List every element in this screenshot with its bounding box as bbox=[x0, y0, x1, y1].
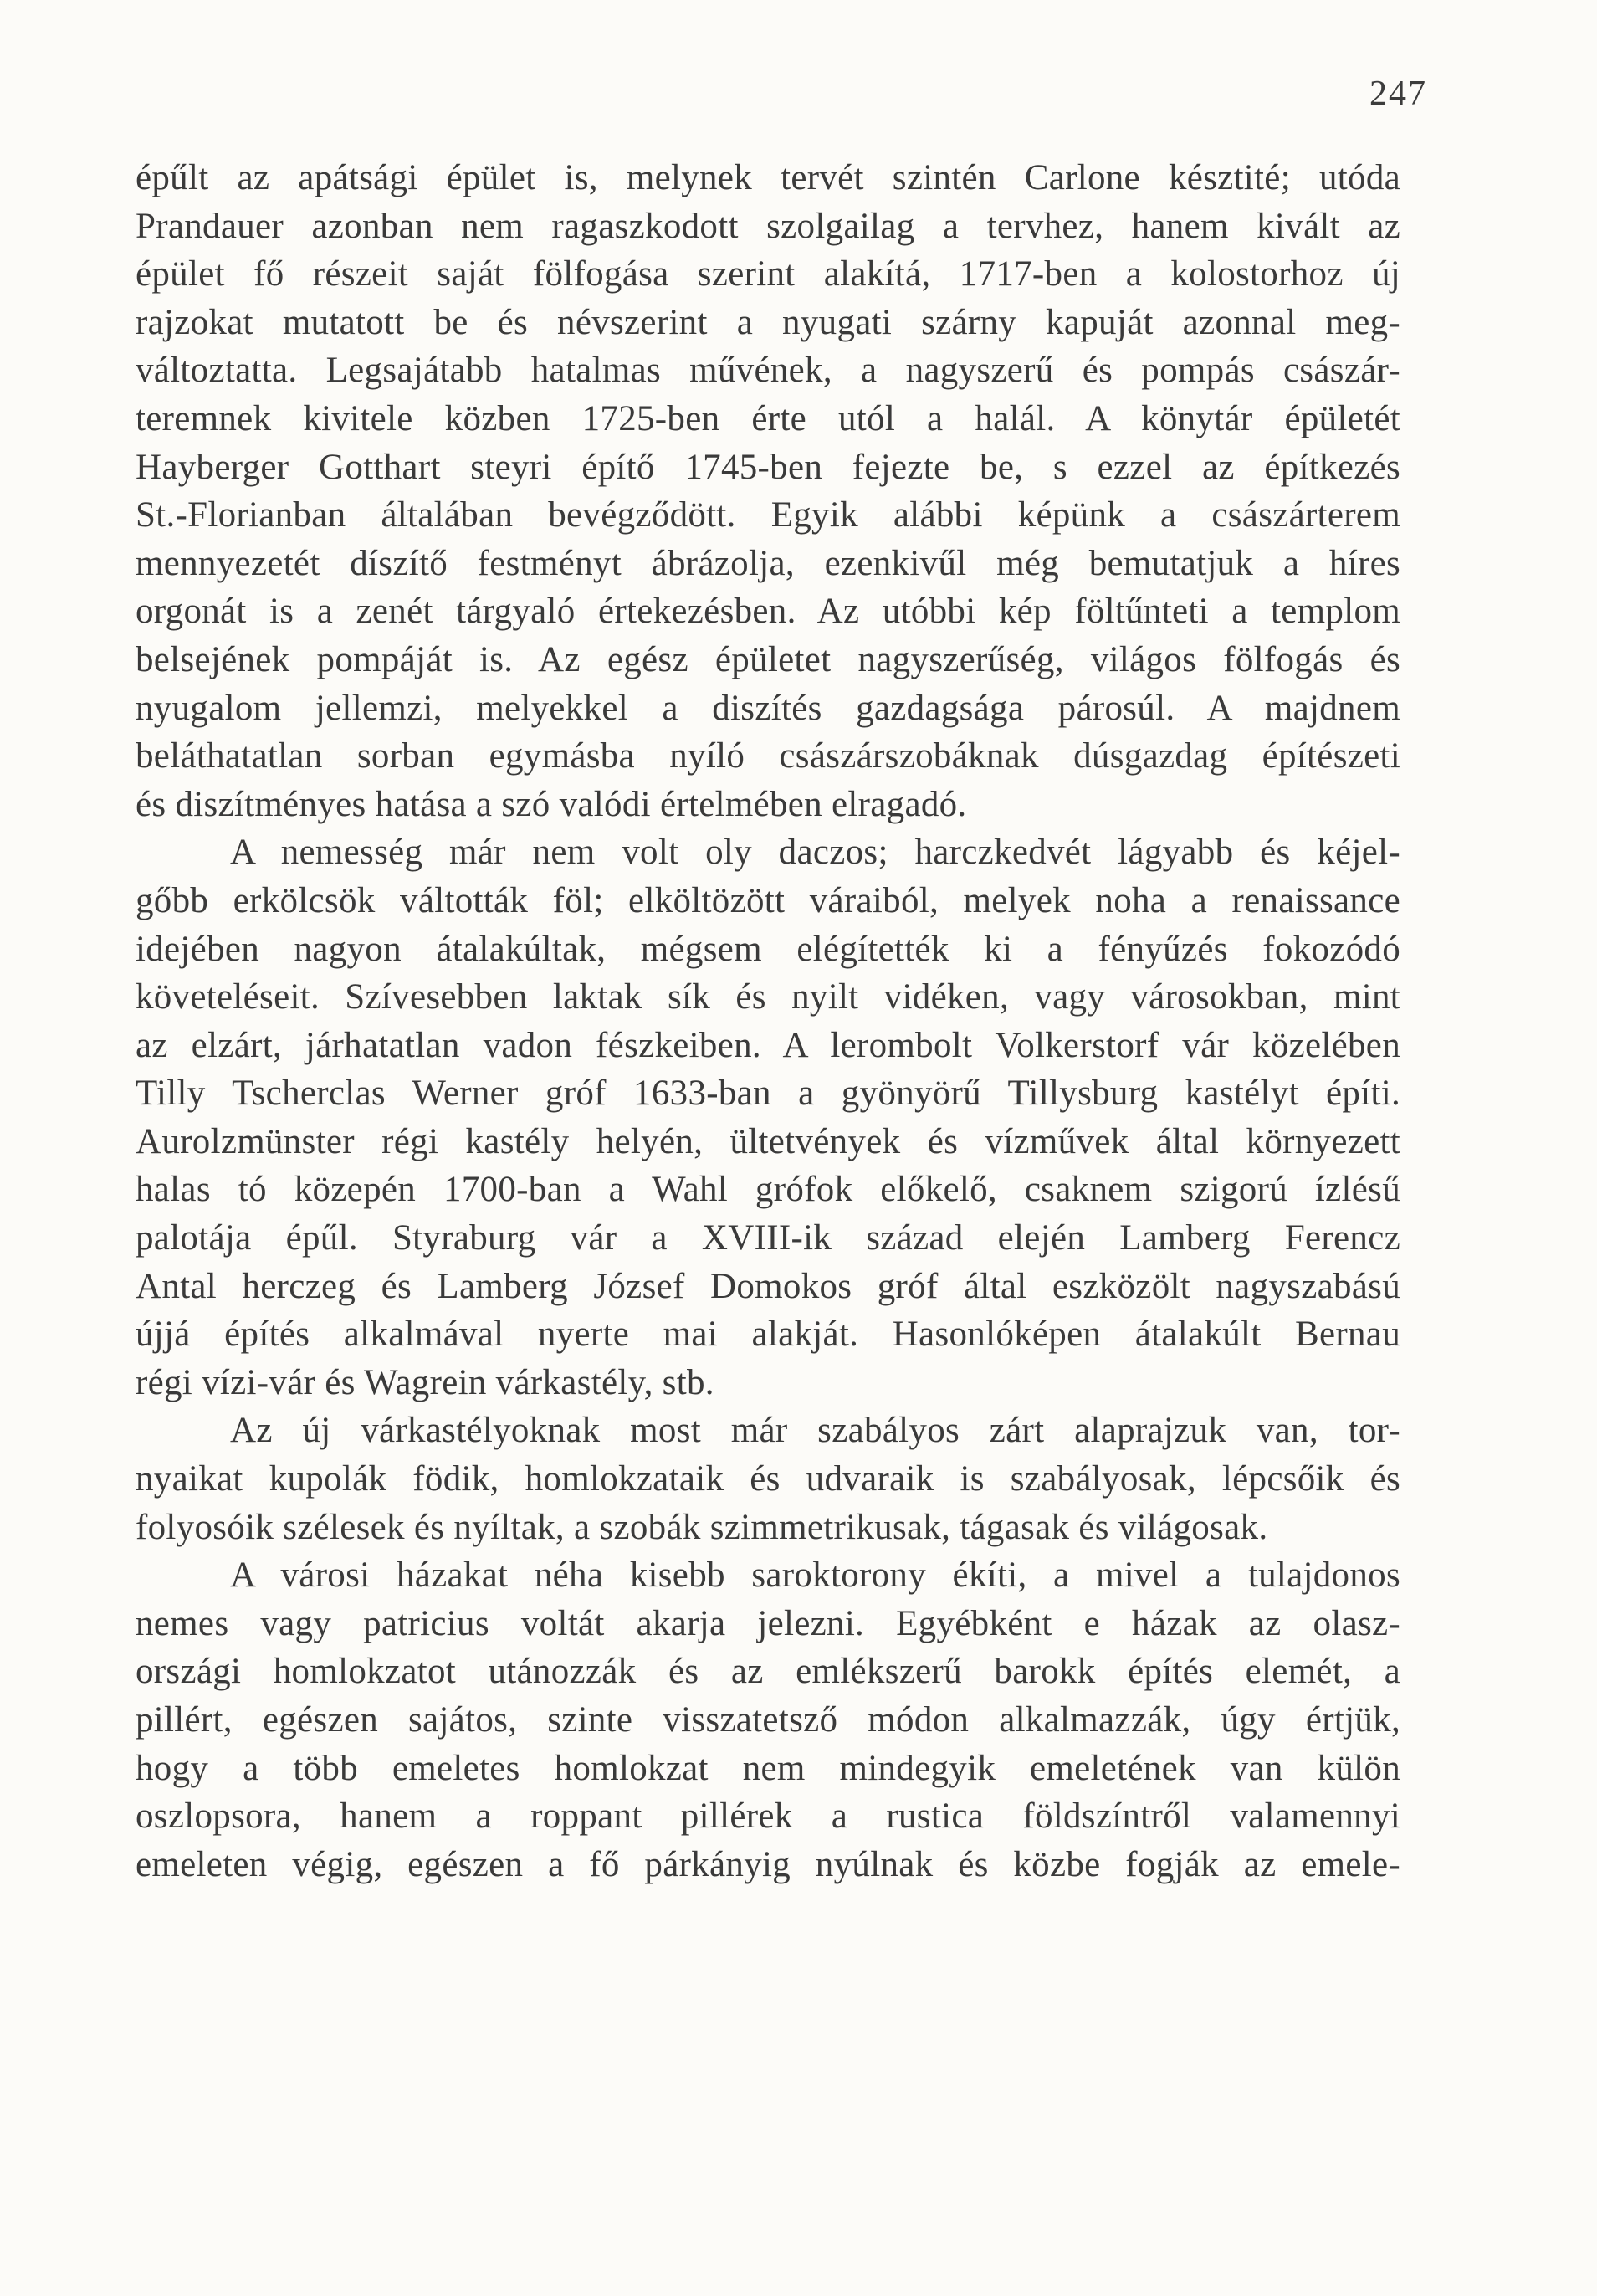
text-line: Antal herczeg és Lamberg József Domokos gróf által eszközölt nagyszabású bbox=[136, 1266, 1400, 1306]
text-line: gőbb erkölcsök váltották föl; elköltözött váraiból, melyek noha a renaissance bbox=[136, 880, 1400, 920]
text-line: az elzárt, járhatatlan vadon fészkeiben. A lerombolt Volkerstorf vár közelében bbox=[136, 1025, 1400, 1065]
text-line: és diszítményes hatása a szó valódi értelmében elragadó. bbox=[136, 784, 967, 824]
text-line: palotája épűl. Styraburg vár a XVIII-ik század elején Lamberg Ferencz bbox=[136, 1218, 1400, 1258]
text-line: teremnek kivitele közben 1725-ben érte utól a halál. A könytár épületét bbox=[136, 398, 1400, 438]
body-text bbox=[136, 154, 1400, 1889]
text-line: épűlt az apátsági épület is, melynek tervét szintén Carlone késztité; utóda bbox=[136, 158, 1400, 197]
text-line: idejében nagyon átalakúltak, mégsem elégítették ki a fényűzés fokozódó bbox=[136, 929, 1400, 969]
text-line: épület fő részeit saját fölfogása szerint alakítá, 1717-ben a kolostorhoz új bbox=[136, 254, 1400, 295]
text-line: nyaikat kupolák födik, homlokzataik és udvaraik is szabályosak, lépcsőik és bbox=[136, 1459, 1400, 1499]
text-line: oszlopsora, hanem a roppant pillérek a rustica földszíntről valamennyi bbox=[136, 1796, 1400, 1837]
text-line: A nemesség már nem volt oly daczos; harczkedvét lágyabb és kéjel- bbox=[230, 833, 1400, 873]
text-line: követeléseit. Szívesebben laktak sík és nyilt vidéken, vagy városokban, mint bbox=[136, 977, 1400, 1017]
text-line: országi homlokzatot utánozzák és az emlékszerű barokk építés elemét, a bbox=[136, 1652, 1400, 1692]
text-line: rajzokat mutatott be és névszerint a nyugati szárny kapuját azonnal meg- bbox=[136, 302, 1400, 342]
text-line: nemes vagy patricius voltát akarja jelezni. Egyébként e házak az olasz- bbox=[136, 1603, 1400, 1643]
text-line: A városi házakat néha kisebb saroktorony ékíti, a mivel a tulajdonos bbox=[230, 1555, 1400, 1596]
text-line: emeleten végig, egészen a fő párkányig nyúlnak és közbe fogják az emele- bbox=[136, 1844, 1400, 1884]
text-line: régi vízi-vár és Wagrein várkastély, stb. bbox=[136, 1362, 714, 1402]
text-line: újjá építés alkalmával nyerte mai alakját. Hasonlóképen átalakúlt Bernau bbox=[136, 1315, 1400, 1355]
text-line: beláthatatlan sorban egymásba nyíló császárszobáknak dúsgazdag építészeti bbox=[136, 736, 1400, 776]
text-line: Aurolzmünster régi kastély helyén, ültetvények és vízművek által környezett bbox=[136, 1121, 1400, 1161]
text-line: pillért, egészen sajátos, szinte visszatetsző módon alkalmazzák, úgy értjük, bbox=[136, 1700, 1400, 1740]
text-line: Prandauer azonban nem ragaszkodott szolgailag a tervhez, hanem kivált az bbox=[136, 206, 1400, 246]
text-line: mennyezetét díszítő festményt ábrázolja, ezenkivűl még bemutatjuk a híres bbox=[136, 543, 1400, 583]
page-number: 247 bbox=[1369, 74, 1427, 113]
text-line: belsejének pompáját is. Az egész épületet nagyszerűség, világos fölfogás és bbox=[136, 639, 1400, 679]
text-line: orgonát is a zenét tárgyaló értekezésben. Az utóbbi kép föltűnteti a templom bbox=[136, 592, 1400, 632]
text-line: halas tó közepén 1700-ban a Wahl grófok előkelő, csaknem szigorú ízlésű bbox=[136, 1170, 1400, 1210]
text-line: Az új várkastélyoknak most már szabályos zárt alaprajzuk van, tor- bbox=[230, 1411, 1400, 1451]
text-line: Tilly Tscherclas Werner gróf 1633-ban a gyönyörű Tillysburg kastélyt építi. bbox=[136, 1074, 1400, 1114]
text-line: St.-Florianban általában bevégződött. Egyik alábbi képünk a császárterem bbox=[136, 495, 1400, 536]
text-line: Hayberger Gotthart steyri építő 1745-ben fejezte be, s ezzel az építkezés bbox=[136, 447, 1400, 487]
text-line: hogy a több emeletes homlokzat nem mindegyik emeletének van külön bbox=[136, 1748, 1400, 1788]
text-line: nyugalom jellemzi, melyekkel a diszítés gazdagsága párosúl. A majdnem bbox=[136, 688, 1400, 728]
text-line: változtatta. Legsajátabb hatalmas művének, a nagyszerű és pompás császár- bbox=[136, 351, 1400, 391]
text-line: folyosóik szélesek és nyíltak, a szobák szimmetrikusak, tágasak és világosak. bbox=[136, 1507, 1268, 1547]
